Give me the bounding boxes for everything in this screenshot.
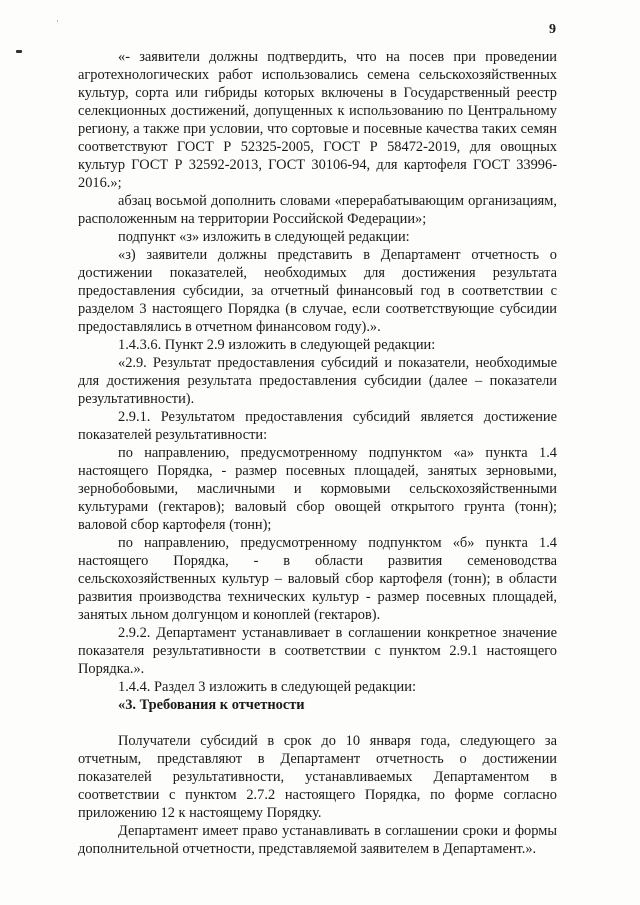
paragraph-seeds-requirement: «- заявители должны подтвердить, что на посев при проведении агротехнологических работ использовались семена сельскохозяйственных культур, сорта или гибриды которых включены в Государственный реестр селекционных достижений, допущенных к использованию по Центральному региону, а также при условии, что сортовые и посевные качества таких семян соответствуют ГОСТ Р 52325-2005, ГОСТ Р 58472-2019, для овощных культур ГОСТ Р 32592-2013, ГОСТ 30106-94, для картофеля ГОСТ 33996-2016.»; [78,49,557,191]
page-number: 9 [549,22,556,37]
paragraph-subpoint-z: «з) заявители должны представить в Департамент отчетность о достижении показателей, необходимых для достижения результата предоставления субсидии, за отчетный финансовый год в соответствии с разделом 3 настоящего Порядка (в случае, если соответствующие субсидии предоставлялись в отчетном финансовом году).». [78,247,557,335]
paragraph-eighth-abzac: абзац восьмой дополнить словами «перерабатывающим организациям, расположенным на территории Российской Федерации»; [78,193,557,227]
paragraph-direction-b: по направлению, предусмотренному подпунктом «б» пункта 1.4 настоящего Порядка, - в области развития семеноводства сельскохозяйственных культур – валовый сбор картофеля (тонн); в области развития производства технических культур - размер посевных площадей, занятых льном долгунцом и коноплей (гектаров). [78,535,557,623]
document-body [78,48,557,858]
margin-dash-mark [16,50,22,53]
paragraph-direction-a: по направлению, предусмотренному подпунктом «a» пункта 1.4 настоящего Порядка, - размер посевных площадей, занятых зерновыми, зернобобовыми, масличными и кормовыми сельскохозяйственными культурами (гектаров); валовый сбор овощей открытого грунта (тонн); валовой сбор картофеля (тонн); [78,445,557,533]
section-title: «3. Требования к отчетности [118,697,305,713]
paragraph-1-4-3-6: 1.4.3.6. Пункт 2.9 изложить в следующей редакции: [118,337,436,353]
paragraph-2-9: «2.9. Результат предоставления субсидий и показатели, необходимые для достижения результата предоставления субсидии (далее – показатели результативности). [78,355,557,407]
paragraph-reporting-deadline: Получатели субсидий в срок до 10 января года, следующего за отчетным, представляют в Департамент отчетность о достижении показателей результативности, устанавливаемых Департаментом в соответствии с пунктом 2.7.2 настоящего Порядка, по форме согласно приложению 12 к настоящему Порядку. [78,733,557,821]
paragraph-2-9-2: 2.9.2. Департамент устанавливает в соглашении конкретное значение показателя результативности в соответствии с пунктом 2.9.1 настоящего Порядка.». [78,625,557,677]
section-spacer [78,714,557,732]
paragraph-1-4-4: 1.4.4. Раздел 3 изложить в следующей редакции: [118,679,416,695]
paragraph-2-9-1: 2.9.1. Результатом предоставления субсидий является достижение показателей результативности: [78,409,557,443]
paragraph-additional-reporting: Департамент имеет право устанавливать в соглашении сроки и формы дополнительной отчетности, представляемой заявителем в Департамент.». [78,823,557,857]
corner-mark: ˙ [56,19,59,29]
paragraph-subpoint-z-intro: подпункт «з» изложить в следующей редакции: [118,229,410,245]
